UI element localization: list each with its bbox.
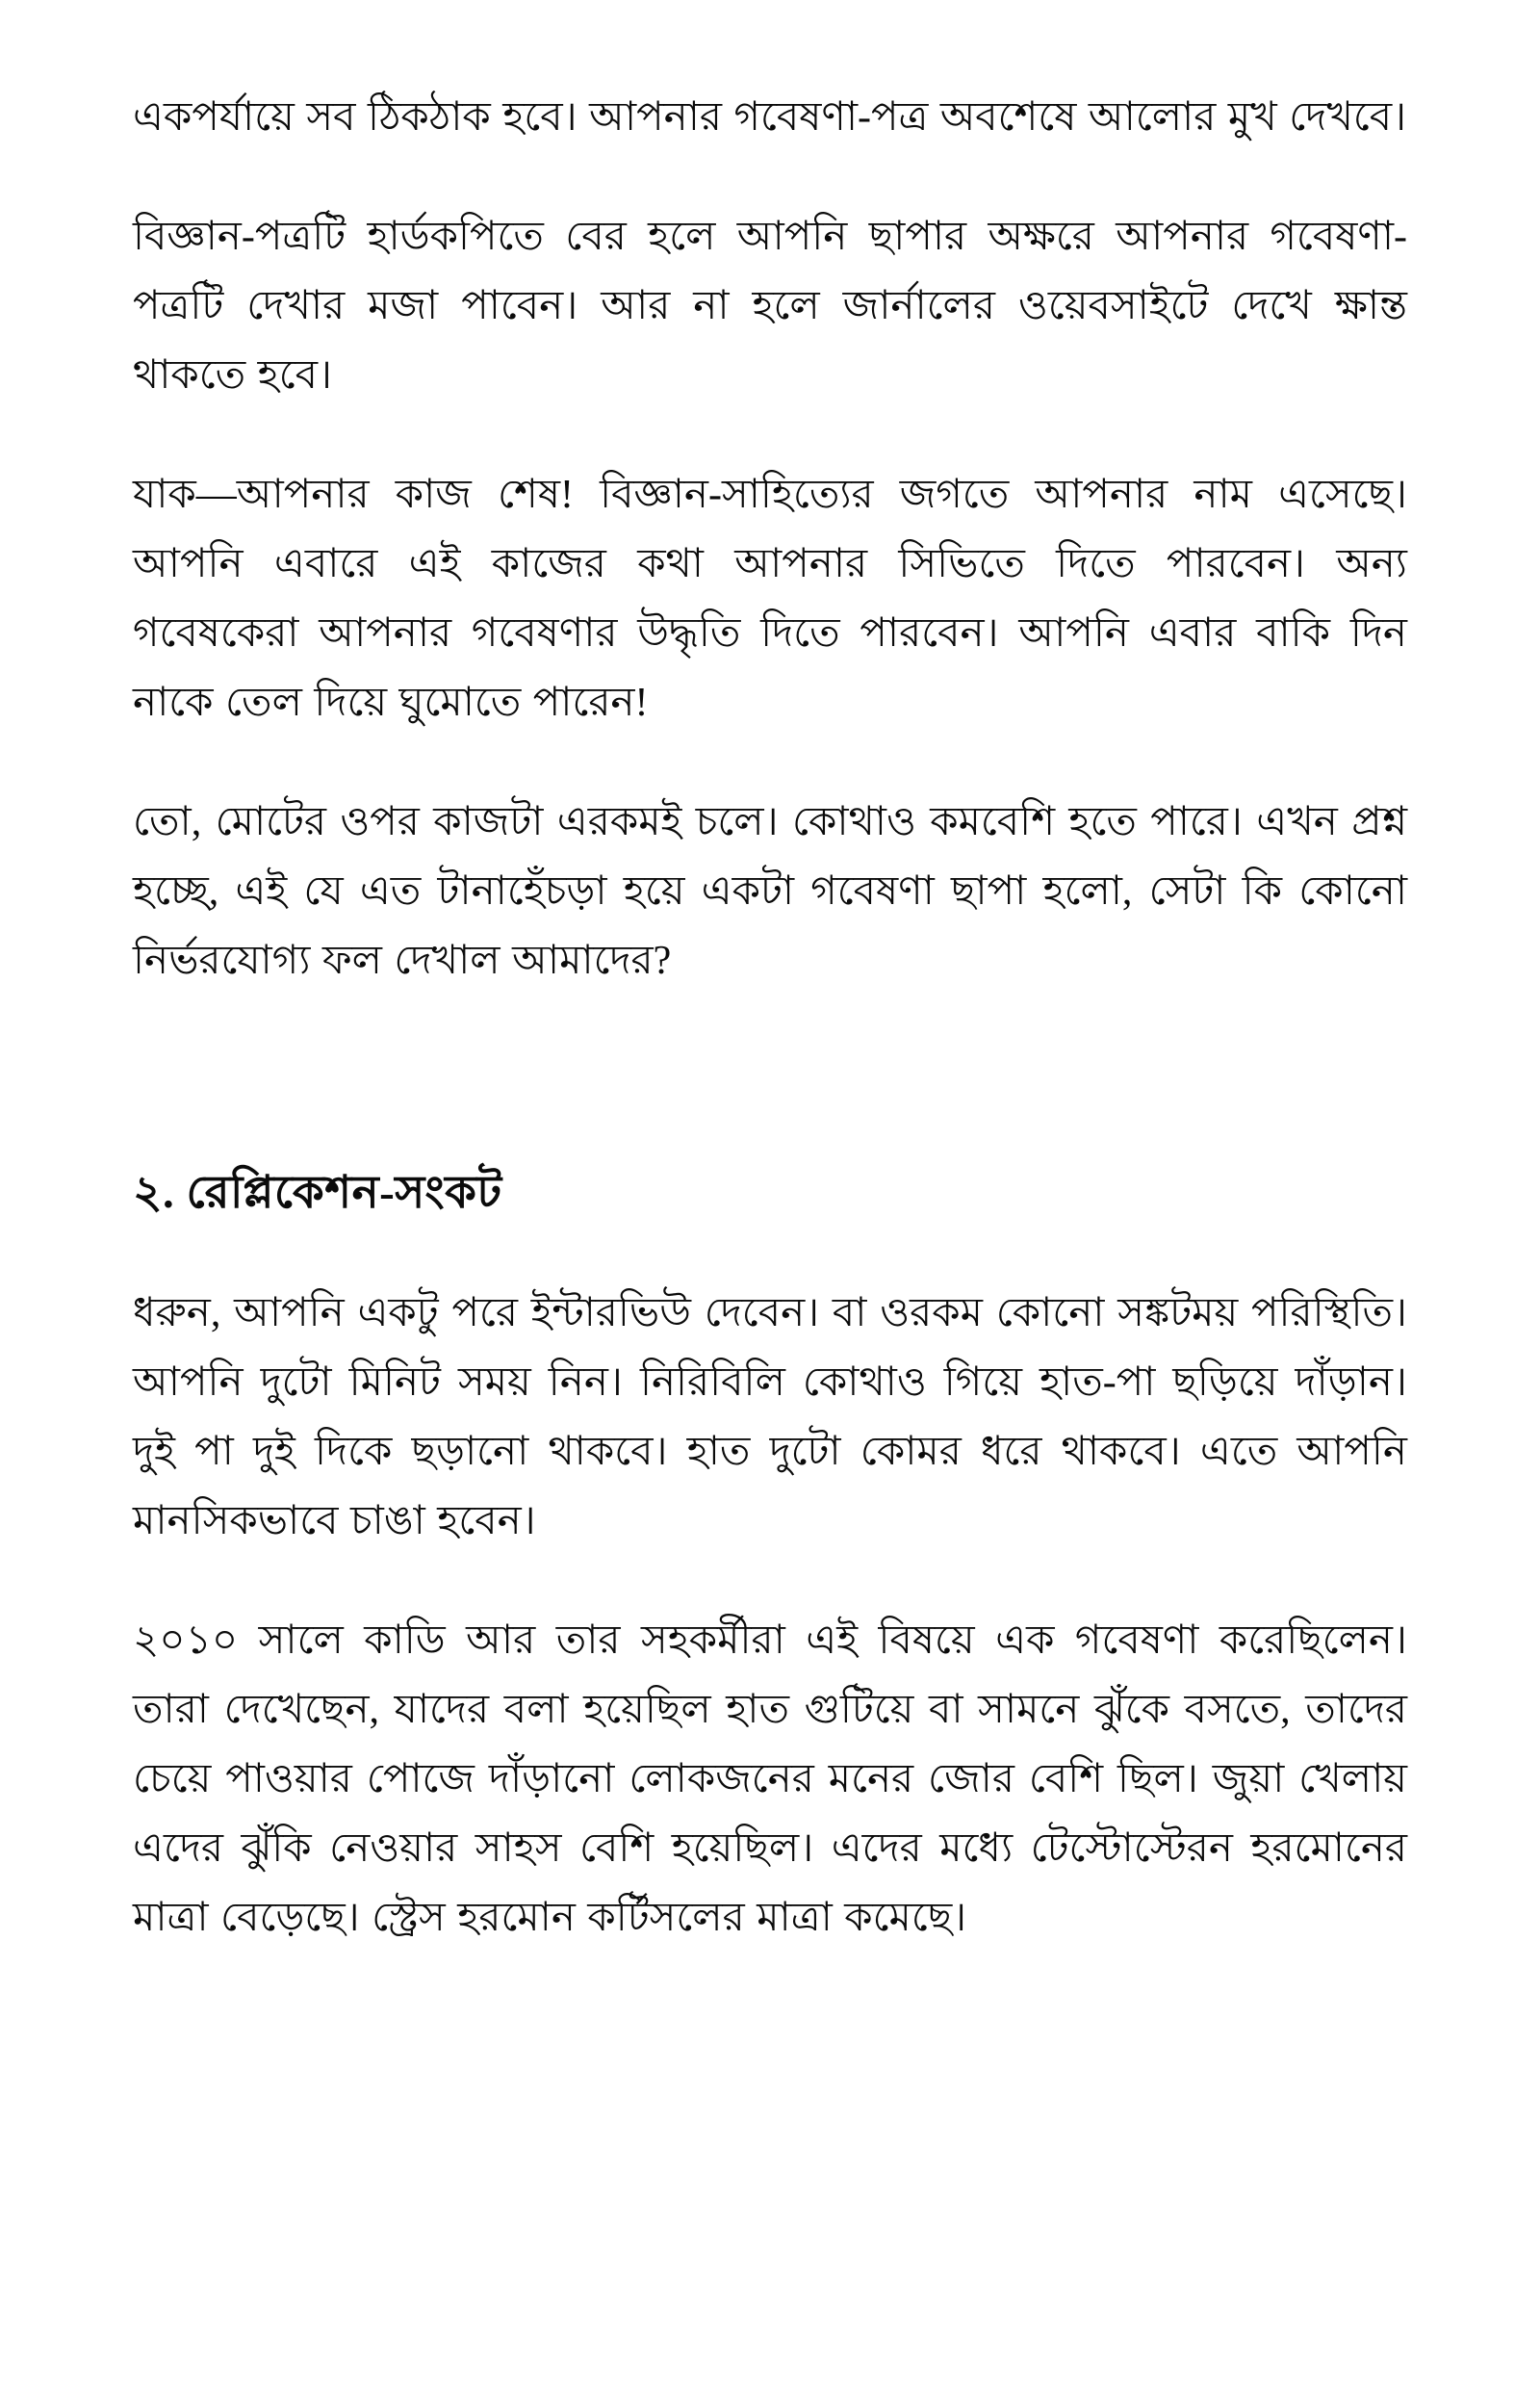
body-paragraph: একপর্যায়ে সব ঠিকঠাক হবে। আপনার গবেষণা-পত্র অবশেষে আলোর মুখ দেখবে। — [133, 95, 1407, 140]
replication-crisis-section — [133, 1279, 1407, 1953]
body-paragraph: যাক—আপনার কাজ শেষ! বিজ্ঞান-সাহিত্যের জগতে আপনার নাম এসেছে। আপনি এবারে এই কাজের কথা আপনার সিভিতে দিতে পারবেন। অন্য গবেষকেরা আপনার গবেষণার উদ্ধৃতি দিতে পারবেন। আপনি এবার বাকি দিন নাকে তেল দিয়ে ঘুমোতে পারেন! — [133, 473, 1407, 725]
body-paragraph: ধরুন, আপনি একটু পরে ইন্টারভিউ দেবেন। বা ওরকম কোনো সঙ্কটময় পরিস্থিতি। আপনি দুটো মিনিট সময় নিন। নিরিবিলি কোথাও গিয়ে হাত-পা ছড়িয়ে দাঁড়ান। দুই পা দুই দিকে ছড়ানো থাকবে। হাত দুটো কোমর ধরে থাকবে। এতে আপনি মানসিকভাবে চাঙা হবেন। — [133, 1291, 1407, 1543]
body-paragraph: বিজ্ঞান-পত্রটি হার্ডকপিতে বের হলে আপনি ছাপার অক্ষরে আপনার গবেষণা-পত্রটি দেখার মজা পাবেন। আর না হলে জার্নালের ওয়েবসাইটে দেখে ক্ষান্ত থাকতে হবে। — [133, 215, 1407, 398]
body-paragraph: তো, মোটের ওপর কাজটা এরকমই চলে। কোথাও কমবেশি হতে পারে। এখন প্রশ্ন হচ্ছে, এই যে এত টানাহেঁচড়া হয়ে একটা গবেষণা ছাপা হলো, সেটা কি কোনো নির্ভরযোগ্য ফল দেখাল আমাদের? — [133, 800, 1407, 983]
intro-section — [133, 83, 1407, 996]
body-paragraph: ২০১০ সালে কাডি আর তার সহকর্মীরা এই বিষয়ে এক গবেষণা করেছিলেন। তারা দেখেছেন, যাদের বলা হয়েছিল হাত গুটিয়ে বা সামনে ঝুঁকে বসতে, তাদের চেয়ে পাওয়ার পোজে দাঁড়ানো লোকজনের মনের জোর বেশি ছিল। জুয়া খেলায় এদের ঝুঁকি নেওয়ার সাহস বেশি হয়েছিল। এদের মধ্যে টেস্টোস্টেরন হরমোনের মাত্রা বেড়েছে। স্ট্রেস হরমোন কর্টিসলের মাত্রা কমেছে। — [133, 1618, 1407, 1940]
section-heading: ২. রেপ্লিকেশন-সংকট — [133, 1168, 502, 1218]
